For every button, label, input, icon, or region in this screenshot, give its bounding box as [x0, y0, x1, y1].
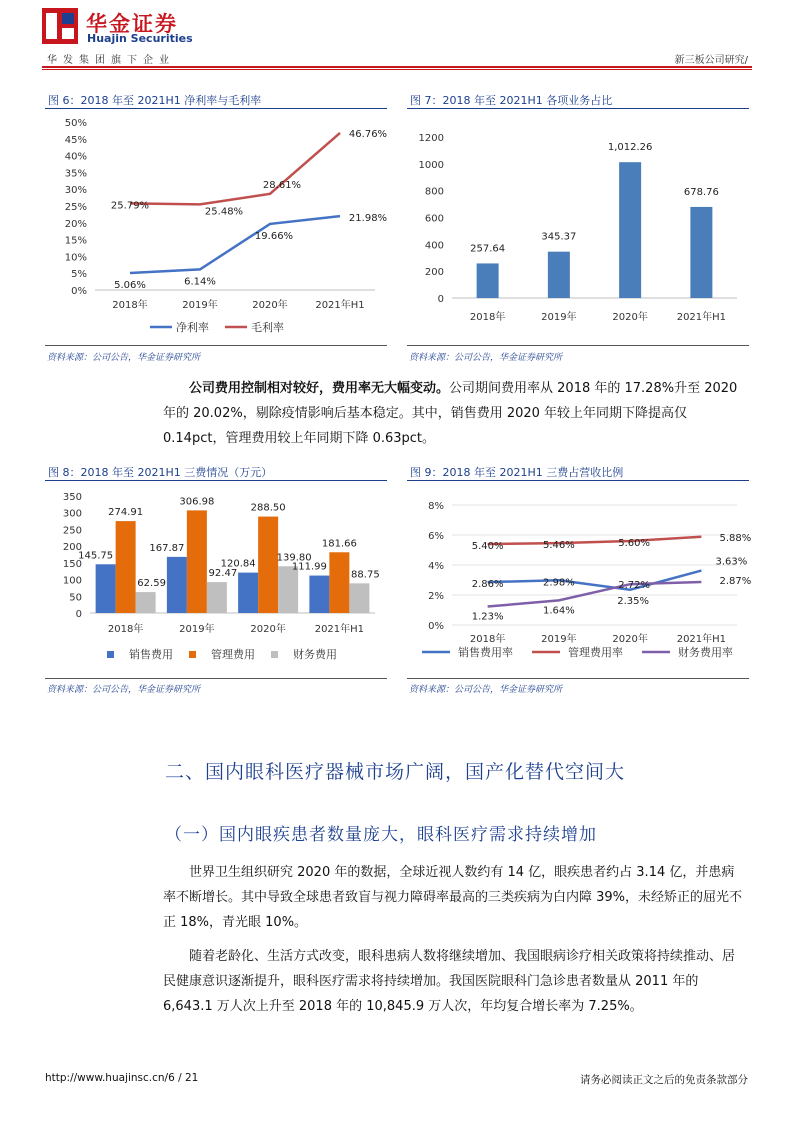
- footer-disclaimer: 请务必阅读正文之后的免责条款部分: [580, 1074, 748, 1086]
- fig6-xtick: 2021年H1: [315, 300, 365, 311]
- fig6-data-label: 19.66%: [254, 230, 294, 242]
- fig9-xtick: 2020年: [612, 634, 648, 645]
- fig6-legend-label: 净利率: [176, 321, 209, 334]
- fig8-xtick: 2019年: [179, 624, 215, 635]
- fig9-xtick: 2018年: [469, 634, 506, 645]
- fig7-title-rule: [407, 108, 749, 109]
- fig8-data-label: 88.75: [351, 569, 380, 581]
- fig8-bar-admin: [329, 552, 349, 613]
- subsection-heading: （一）国内眼疾患者数量庞大，眼科医疗需求持续增加: [165, 825, 597, 845]
- fig6-title-rule: [45, 108, 387, 109]
- fig6-ytick: 0%: [71, 286, 87, 297]
- fig6-ytick: 5%: [71, 269, 87, 281]
- fig8-bar-admin: [187, 510, 207, 613]
- who-data-paragraph: 世界卫生组织研究 2020 年的数据，全球近视人数约有 14 亿，眼疾患者约占 3.14 亿，并患病率不断增长。其中导致全球患者致盲与视力障碍率最高的三类疾病为白内障 39%，未经矫正的屈光不正 18%，青光眼 10%。: [163, 865, 743, 930]
- fig7-ytick: 800: [424, 186, 444, 198]
- fig9-data-label: 1.64%: [542, 605, 575, 617]
- fig7-data-label: 257.64: [470, 243, 506, 255]
- fig9-data-label: 5.40%: [471, 541, 504, 552]
- fig7-ytick: 0: [437, 294, 444, 305]
- fig8-bar-finance: [349, 583, 369, 613]
- fig7-ytick: 1200: [418, 133, 444, 144]
- fig6-title: 图 6：2018 年至 2021H1 净利率与毛利率: [48, 94, 262, 107]
- fig9-data-label: 2.35%: [617, 595, 650, 607]
- fig9-xtick: 2019年: [541, 634, 577, 645]
- fig8-legend-swatch: [107, 651, 114, 658]
- fig9-ytick: 6%: [428, 531, 444, 542]
- fig7-xtick: 2019年: [541, 312, 577, 323]
- brand-name-en: Huajin Securities: [87, 32, 193, 45]
- fig6-data-label: 25.48%: [204, 206, 244, 218]
- fig6-series-line-gross-margin: [130, 133, 340, 205]
- fig6-ytick: 35%: [64, 168, 87, 180]
- fig8-data-label: 145.75: [78, 550, 114, 562]
- fig8-data-label: 92.47: [208, 568, 238, 580]
- fig8-legend-swatch: [271, 651, 278, 658]
- fig9-ytick: 2%: [428, 591, 444, 602]
- fig9-legend-label: 财务费用率: [678, 646, 733, 659]
- fig8-xtick: 2021年H1: [314, 624, 365, 635]
- fig8-data-label: 120.84: [220, 558, 256, 570]
- fig6-chart: [45, 110, 387, 345]
- fig9-data-label: 5.88%: [719, 532, 752, 544]
- fig9-bottom-rule: [407, 678, 749, 679]
- demand-paragraph: 随着老龄化、生活方式改变，眼科患病人数将继续增加、我国眼病诊疗相关政策将持续推动、居民健康意识逐渐提升，眼科医疗需求将持续增加。我国医院眼科门急诊患者数量从 2011 年的 6,643.1 万人次上升至 2018 年的 10,845.9 万人次，年均复合增长率为 7.25%。: [163, 949, 736, 1014]
- fig8-ytick: 100: [62, 575, 82, 587]
- fig8-legend-swatch: [189, 651, 196, 658]
- fig8-bar-finance: [278, 566, 298, 613]
- fig6-data-label: 6.14%: [184, 276, 216, 288]
- brand-tagline: 华发集团旗下企业: [47, 55, 175, 66]
- fig6-series-line-net-margin: [130, 216, 340, 273]
- fig8-xtick: 2018年: [107, 624, 144, 635]
- fig7-data-label: 345.37: [541, 231, 577, 243]
- fig7-ytick: 1000: [418, 159, 444, 171]
- fig7-bottom-rule: [407, 345, 749, 346]
- fig6-data-label: 5.06%: [114, 279, 146, 291]
- fig7-data-label: 1,012.26: [607, 142, 653, 154]
- fig9-xtick: 2021年H1: [676, 634, 727, 645]
- fig8-title: 图 8：2018 年至 2021H1 三费情况（万元）: [48, 466, 273, 479]
- fig9-source: 资料来源：公司公告，华金证券研究所: [409, 685, 563, 695]
- fig8-data-label: 62.59: [137, 578, 166, 590]
- fig8-data-label: 306.98: [179, 496, 215, 508]
- fig6-data-label: 46.76%: [348, 128, 388, 140]
- fig8-data-label: 111.99: [291, 561, 327, 573]
- footer-page-number: 6 / 21: [168, 1072, 199, 1084]
- fig7-bar: [619, 162, 641, 298]
- header-divider: [42, 66, 752, 68]
- fig7-ytick: 200: [424, 267, 444, 279]
- fig7-bar: [690, 207, 712, 298]
- fig7-ytick: 600: [424, 213, 444, 225]
- fig9-legend-label: 管理费用率: [568, 646, 623, 659]
- fig8-bar-finance: [207, 582, 227, 613]
- report-type: 新三板公司研究/: [674, 55, 748, 66]
- expense-paragraph-lead: 公司费用控制相对较好，费用率无大幅变动。: [189, 381, 450, 396]
- fig9-data-label: 2.87%: [719, 575, 752, 587]
- fig6-ytick: 25%: [64, 202, 87, 213]
- expense-paragraph: [163, 376, 745, 451]
- fig6-ytick: 10%: [64, 252, 87, 264]
- fig7-bar: [477, 263, 499, 298]
- fig6-ytick: 50%: [64, 118, 87, 129]
- fig8-ytick: 150: [62, 558, 82, 570]
- fig8-chart: [45, 482, 387, 677]
- fig9-data-label: 5.60%: [618, 538, 651, 549]
- fig8-bottom-rule: [45, 678, 387, 679]
- fig8-title-rule: [45, 480, 387, 481]
- fig9-chart: [407, 482, 752, 677]
- fig9-series-line-sales: [488, 571, 702, 590]
- fig6-bottom-rule: [45, 345, 387, 346]
- fig7-data-label: 678.76: [683, 186, 719, 198]
- fig7-xtick: 2020年: [612, 312, 648, 323]
- fig9-data-label: 2.98%: [542, 577, 575, 589]
- fig9-data-label: 5.46%: [542, 540, 575, 552]
- fig9-legend-label: 销售费用率: [458, 646, 513, 659]
- fig9-title: 图 9：2018 年至 2021H1 三费占营收比例: [410, 466, 624, 479]
- fig8-data-label: 139.80: [276, 552, 312, 564]
- fig8-ytick: 0: [75, 609, 82, 620]
- fig8-data-label: 167.87: [149, 542, 185, 554]
- fig6-ytick: 20%: [64, 218, 87, 230]
- fig7-source: 资料来源：公司公告，华金证券研究所: [409, 353, 563, 363]
- fig9-ytick: 8%: [428, 501, 444, 512]
- fig6-ytick: 45%: [64, 134, 87, 146]
- section-heading: 二、国内眼科医疗器械市场广阔，国产化替代空间大: [165, 761, 626, 783]
- fig8-bar-finance: [136, 592, 156, 613]
- fig7-ytick: 400: [424, 240, 444, 252]
- fig8-bar-sales: [309, 576, 329, 613]
- fig8-xtick: 2020年: [250, 624, 286, 635]
- header-divider-thin: [42, 69, 752, 70]
- fig9-title-rule: [407, 480, 749, 481]
- footer-url[interactable]: http://www.huajinsc.cn/: [45, 1072, 169, 1084]
- fig8-legend-label: 销售费用: [129, 648, 173, 661]
- fig8-bar-sales: [238, 573, 258, 613]
- fig6-ytick: 15%: [64, 235, 87, 247]
- fig8-bar-sales: [167, 557, 187, 613]
- company-logo: [42, 8, 78, 44]
- fig6-data-label: 28.61%: [262, 179, 302, 191]
- brand-name-cn: 华金证券: [86, 12, 178, 36]
- fig6-source: 资料来源：公司公告，华金证券研究所: [47, 353, 201, 363]
- fig8-ytick: 300: [62, 508, 82, 520]
- fig8-source: 资料来源：公司公告，华金证券研究所: [47, 685, 201, 695]
- fig8-ytick: 350: [62, 492, 82, 503]
- fig8-data-label: 274.91: [108, 507, 144, 519]
- fig8-ytick: 250: [62, 525, 82, 537]
- fig6-data-label: 21.98%: [348, 213, 388, 225]
- fig7-bar: [548, 252, 570, 298]
- fig9-data-label: 2.86%: [471, 579, 504, 591]
- fig8-data-label: 181.66: [321, 538, 357, 550]
- fig6-xtick: 2020年: [252, 300, 288, 311]
- fig6-legend-label: 毛利率: [251, 321, 284, 334]
- fig7-title: 图 7：2018 年至 2021H1 各项业务占比: [410, 94, 613, 107]
- fig6-data-label: 25.79%: [110, 200, 150, 212]
- fig9-ytick: 4%: [428, 561, 444, 572]
- fig9-ytick: 0%: [428, 621, 444, 632]
- fig9-data-label: 3.63%: [715, 556, 748, 568]
- footer-url-page: [45, 1072, 198, 1084]
- fig7-xtick: 2021年H1: [676, 312, 727, 323]
- fig8-legend-label: 财务费用: [293, 648, 337, 661]
- fig8-bar-sales: [96, 564, 116, 613]
- fig8-data-label: 288.50: [250, 502, 286, 514]
- fig8-ytick: 200: [62, 542, 82, 554]
- fig9-series-line-admin: [488, 537, 702, 544]
- expense-paragraph-body: 公司期间费用率从 2018 年的 17.28%升至 2020 年的 20.02%，剔除疫情影响后基本稳定。其中，销售费用 2020 年较上年同期下降提高仅 0.14pct，管理费用较上年同期下降 0.63pct。: [163, 381, 738, 446]
- fig8-bar-admin: [258, 517, 278, 613]
- fig9-data-label: 1.23%: [471, 611, 504, 623]
- fig7-chart: [407, 110, 749, 345]
- fig6-ytick: 40%: [64, 151, 87, 163]
- fig8-legend-label: 管理费用: [211, 648, 255, 661]
- fig6-xtick: 2018年: [112, 300, 148, 311]
- fig6-xtick: 2019年: [182, 300, 218, 311]
- fig6-ytick: 30%: [64, 185, 87, 197]
- fig8-bar-admin: [116, 521, 136, 613]
- fig9-data-label: 2.72%: [618, 580, 651, 592]
- fig8-ytick: 50: [69, 592, 82, 604]
- fig7-xtick: 2018年: [469, 312, 506, 323]
